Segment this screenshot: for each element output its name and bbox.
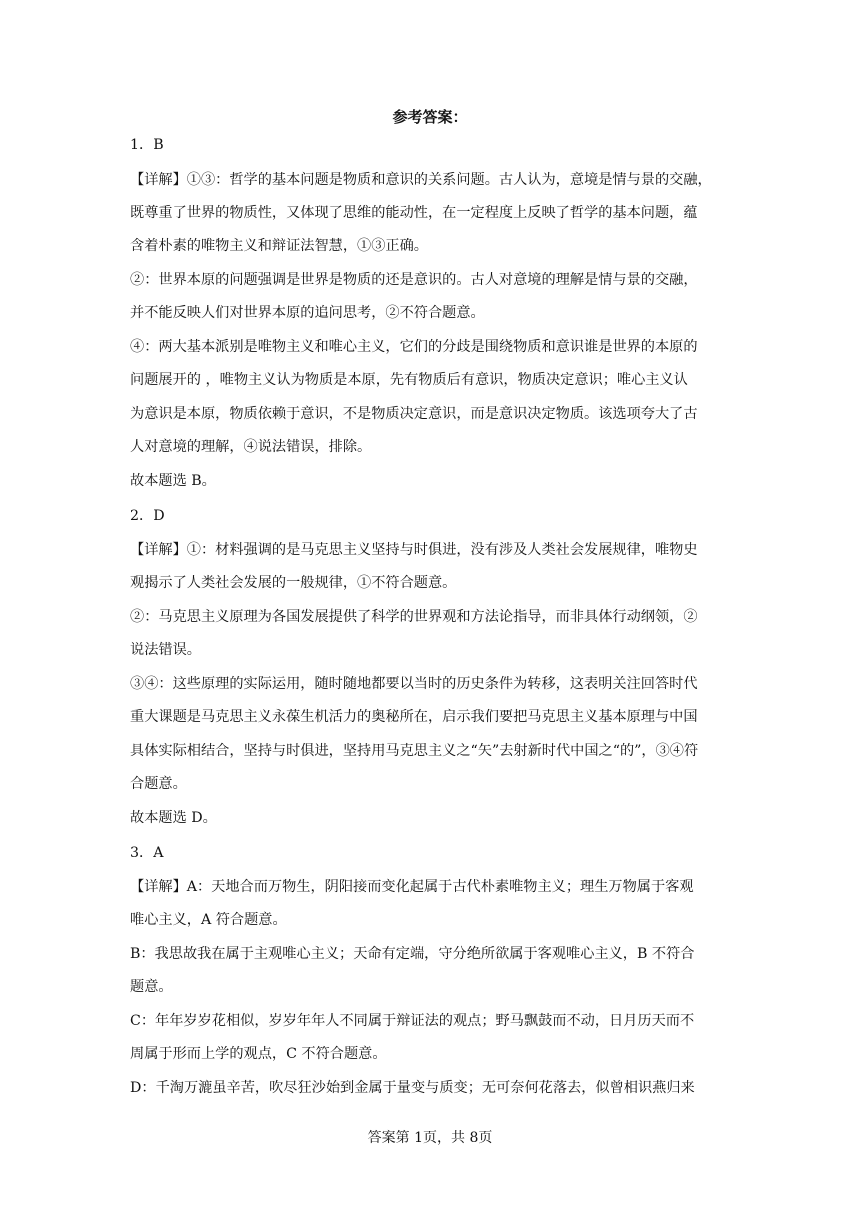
text-line: 唯心主义，A 符合题意。 [130,912,287,928]
answer-number-3: 3．A [130,845,164,861]
text-line: ③④：这些原理的实际运用，随时随地都要以当时的历史条件为转移，这表明关注回答时代 [130,676,698,692]
text-line: 既尊重了世界的物质性，又体现了思维的能动性，在一定程度上反映了哲学的基本问题，蕴 [130,205,698,221]
text-line: 故本题选 D。 [130,810,217,826]
text-line: ②：世界本原的问题强调是世界是物质的还是意识的。古人对意境的理解是情与景的交融， [130,272,698,288]
page-footer: 答案第 1页，共 8页 [367,1130,493,1146]
text-line: 题意。 [130,979,173,995]
text-line: C：年年岁岁花相似，岁岁年年人不同属于辩证法的观点；野马飘鼓而不动，日月历天而不 [130,1013,695,1029]
text-line: 含着朴素的唯物主义和辩证法智慧，①③正确。 [130,238,428,254]
text-line: B：我思故我在属于主观唯心主义；天命有定端，守分绝所欲属于客观唯心主义，B 不符合 [130,946,695,962]
text-line: 【详解】①③：哲学的基本问题是物质和意识的关系问题。古人认为，意境是情与景的交融， [130,172,712,188]
text-line: 【详解】①：材料强调的是马克思主义坚持与时俱进，没有涉及人类社会发展规律，唯物史 [130,542,698,558]
text-line: 问题展开的 ，唯物主义认为物质是本原，先有物质后有意识，物质决定意识；唯心主义认 [130,372,688,388]
text-line: ④：两大基本派别是唯物主义和唯心主义，它们的分歧是围绕物质和意识谁是世界的本原的 [130,339,698,355]
text-line: ②：马克思主义原理为各国发展提供了科学的世界观和方法论指导，而非具体行动纲领，② [130,609,698,625]
text-line: 【详解】A：天地合而万物生，阴阳接而变化起属于古代朴素唯物主义；理生万物属于客观 [130,879,694,895]
answer-number-2: 2．D [130,508,165,524]
text-line: D：千淘万漉虽辛苦，吹尽狂沙始到金属于量变与质变；无可奈何花落去，似曾相识燕归来 [130,1080,695,1096]
text-line: 人对意境的理解，④说法错误，排除。 [130,439,372,455]
answer-number-1: 1．B [130,137,164,153]
text-line: 并不能反映人们对世界本原的追问思考，②不符合题意。 [130,305,485,321]
text-line: 为意识是本原，物质依赖于意识，不是物质决定意识，而是意识决定物质。该选项夸大了古 [130,406,698,422]
text-line: 重大课题是马克思主义永葆生机活力的奥秘所在，启示我们要把马克思主义基本原理与中国 [130,709,698,725]
text-line: 周属于形而上学的观点，C 不符合题意。 [130,1046,387,1062]
text-line: 说法错误。 [130,642,201,658]
text-line: 合题意。 [130,776,187,792]
text-line: 具体实际相结合，坚持与时俱进，坚持用马克思主义之“矢”去射新时代中国之“的”，③④符 [130,743,699,759]
text-line: 故本题选 B。 [130,473,216,489]
text-line: 观揭示了人类社会发展的一般规律，①不符合题意。 [130,575,457,591]
page-title: 参考答案： [392,108,468,126]
